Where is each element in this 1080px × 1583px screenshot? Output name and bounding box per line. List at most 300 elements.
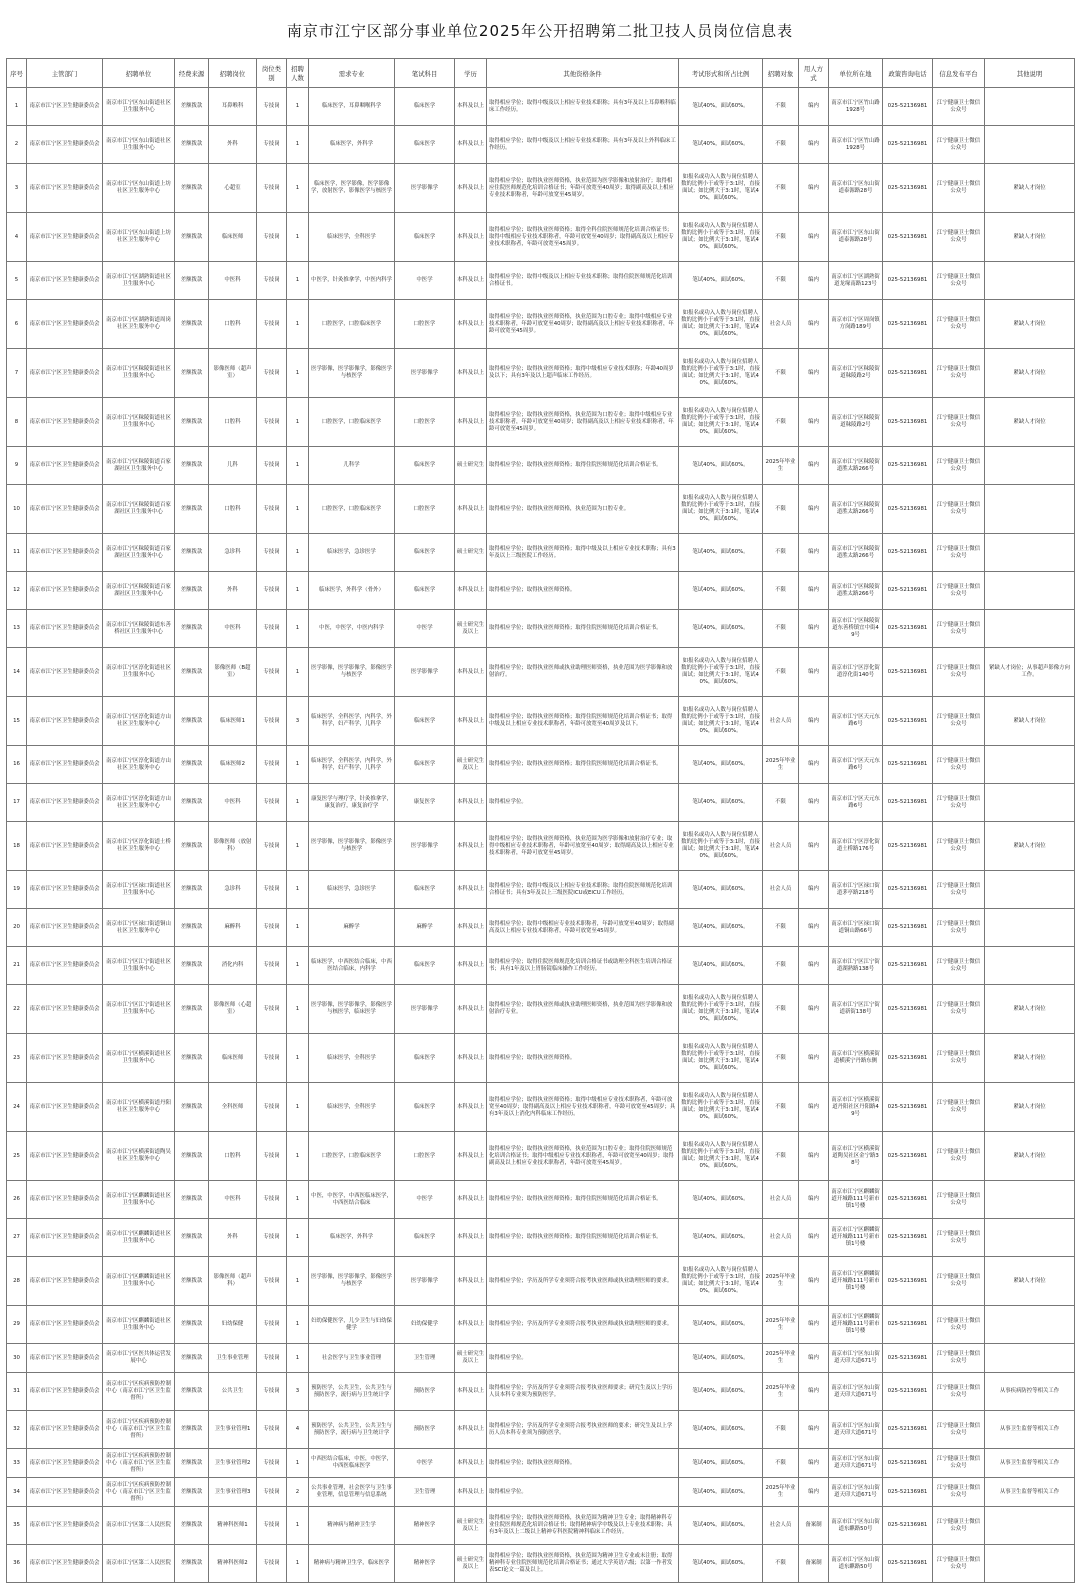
- cell-phone: 025-52136981: [883, 1034, 933, 1083]
- cell-location: 南京市江宁区江宁街道湖熟路138号: [829, 947, 883, 985]
- cell-major: 康复医学与理疗学，针灸推拿学，康复治疗，康复治疗学: [309, 784, 395, 822]
- table-row: [7, 985, 1075, 1034]
- cell-headcount: 2: [287, 1478, 309, 1507]
- header-headcount: 招聘人数: [287, 59, 309, 88]
- cell-headcount: 1: [287, 213, 309, 262]
- cell-other-requirements: 取得相应学位；取得执业医师资格。: [487, 1034, 679, 1083]
- cell-exam-format: 笔试40%，面试60%。: [679, 610, 763, 648]
- cell-target-group: 社会人员: [763, 871, 799, 909]
- cell-platform: 江宁健康卫士微信公众号: [933, 985, 985, 1034]
- cell-phone: 025-52136981: [883, 1344, 933, 1373]
- cell-location: 南京市江宁区东山街道天印大道671号: [829, 1478, 883, 1507]
- cell-platform: 江宁健康卫士微信公众号: [933, 262, 985, 300]
- table-row: [7, 485, 1075, 534]
- cell-funding: 差额拨款: [175, 610, 209, 648]
- cell-notes: [985, 947, 1075, 985]
- cell-notes: [985, 1306, 1075, 1344]
- cell-employment-type: 编内: [799, 1034, 829, 1083]
- cell-department: 南京市江宁区卫生健康委员会: [27, 398, 103, 447]
- cell-employment-type: 编内: [799, 398, 829, 447]
- cell-exam-subject: 精神医学: [395, 1545, 455, 1583]
- cell-headcount: 1: [287, 398, 309, 447]
- header-employment-type: 用人方式: [799, 59, 829, 88]
- cell-index: 18: [7, 822, 27, 871]
- table-row: [7, 1181, 1075, 1219]
- cell-department: 南京市江宁区卫生健康委员会: [27, 1083, 103, 1132]
- cell-employment-type: 编内: [799, 610, 829, 648]
- cell-position: 口腔科: [209, 1132, 257, 1181]
- cell-employer: 南京市江宁区淳化街道方山社区卫生服务中心: [103, 746, 175, 784]
- cell-funding: 差额拨款: [175, 1132, 209, 1181]
- cell-other-requirements: 取得相应学位；取得执业医师资格；取得中级相应专业技术职称者，年龄可放宽至40周岁；取得副高及以上相应专业技术职称者，年龄可放宽至45周岁；具有3年及以上消化内科临床工作经历。: [487, 1083, 679, 1132]
- cell-target-group: 2025年毕业生: [763, 1344, 799, 1373]
- cell-employer: 南京市江宁区横溪街道社区卫生服务中心: [103, 1034, 175, 1083]
- cell-department: 南京市江宁区卫生健康委员会: [27, 1257, 103, 1306]
- cell-education: 本科及以上: [455, 784, 487, 822]
- cell-notes: 紧缺人才岗位: [985, 1083, 1075, 1132]
- header-major: 需求专业: [309, 59, 395, 88]
- cell-other-requirements: 取得相应学位；学历及所学专业须符合报考执业医师或执业助理医师的要求。: [487, 1306, 679, 1344]
- cell-location: 南京市江宁区东山街道泰源路28号: [829, 213, 883, 262]
- cell-exam-format: 笔试40%，面试60%。: [679, 1306, 763, 1344]
- cell-platform: 江宁健康卫士微信公众号: [933, 1545, 985, 1583]
- table-row: [7, 447, 1075, 485]
- cell-exam-format: 如报名或功入人数与岗位招聘人数的比例小于或等于3:1时，直接面试；如比例大于3:1时，笔试40%，面试60%。: [679, 1257, 763, 1306]
- cell-other-requirements: 取得相应学位；取得执业医师资格，执业范围为精神卫生专业；取得精神科专业住院医师规范化培训合格证书；取得精神病学中级及以上专业技术职称；具有3年及以上二级以上精神专科医院精神科临床工作经历。: [487, 1507, 679, 1545]
- cell-exam-subject: 康复医学: [395, 784, 455, 822]
- cell-position-type: 专技岗: [257, 1132, 287, 1181]
- cell-department: 南京市江宁区卫生健康委员会: [27, 349, 103, 398]
- cell-headcount: 1: [287, 126, 309, 164]
- cell-employment-type: 编内: [799, 349, 829, 398]
- cell-other-requirements: 取得相应学位；取得执业医师资格；取得中级相应专业技术职称；年龄40周岁及以下；具有3年及以上超声临床工作经历。: [487, 349, 679, 398]
- cell-phone: 025-52136981: [883, 610, 933, 648]
- cell-other-requirements: 取得相应学位；取得执业医师资格，执业范围为口腔专业；取得中级相应专业技术职称者，年龄可放宽至40周岁；取得副高及以上相应专业技术职称者，年龄可放宽至45周岁。: [487, 398, 679, 447]
- cell-exam-format: 如报名或功入人数与岗位招聘人数的比例小于或等于3:1时，直接面试；如比例大于3:1时，笔试40%，面试60%。: [679, 822, 763, 871]
- cell-index: 8: [7, 398, 27, 447]
- cell-major: 临床医学，全科医学: [309, 1034, 395, 1083]
- cell-notes: 紧缺人才岗位: [985, 1132, 1075, 1181]
- cell-location: 南京市江宁区秣陵街道胜太路266号: [829, 572, 883, 610]
- cell-employment-type: 编内: [799, 784, 829, 822]
- cell-exam-subject: 预防医学: [395, 1373, 455, 1411]
- cell-department: 南京市江宁区卫生健康委员会: [27, 1132, 103, 1181]
- cell-exam-format: 笔试40%，面试60%。: [679, 447, 763, 485]
- cell-phone: 025-52136981: [883, 447, 933, 485]
- cell-employer: 南京市江宁区秣陵街道百家湖社区卫生服务中心: [103, 485, 175, 534]
- cell-target-group: 2025年毕业生: [763, 1478, 799, 1507]
- cell-other-requirements: 取得相应学位；取得执业医师资格；取得住院医师规范化培训合格证书。: [487, 610, 679, 648]
- cell-location: 南京市江宁区东山街道东麒路50号: [829, 1545, 883, 1583]
- cell-funding: 差额拨款: [175, 822, 209, 871]
- cell-index: 36: [7, 1545, 27, 1583]
- cell-major: 口腔医学，口腔临床医学: [309, 300, 395, 349]
- cell-position-type: 专技岗: [257, 88, 287, 126]
- cell-department: 南京市江宁区卫生健康委员会: [27, 164, 103, 213]
- cell-other-requirements: 取得相应学位；取得执业医师资格；取得住院医师规范化培训合格证书。: [487, 447, 679, 485]
- table-row: [7, 1132, 1075, 1181]
- cell-position: 卫生事业管理1: [209, 1411, 257, 1449]
- cell-education: 本科及以上: [455, 985, 487, 1034]
- cell-position-type: 专技岗: [257, 164, 287, 213]
- cell-major: 精神病与精神卫生学，临床医学: [309, 1545, 395, 1583]
- cell-funding: 差额拨款: [175, 485, 209, 534]
- header-platform: 信息发布平台: [933, 59, 985, 88]
- cell-index: 27: [7, 1219, 27, 1257]
- cell-exam-format: 如报名或功入人数与岗位招聘人数的比例小于或等于3:1时，直接面试；如比例大于3:1时，笔试40%，面试60%。: [679, 398, 763, 447]
- cell-position-type: 专技岗: [257, 784, 287, 822]
- cell-position: 口腔科: [209, 300, 257, 349]
- cell-position-type: 专技岗: [257, 746, 287, 784]
- cell-education: 本科及以上: [455, 1181, 487, 1219]
- cell-location: 南京市江宁区秣陵街道胜太路266号: [829, 485, 883, 534]
- cell-headcount: 1: [287, 262, 309, 300]
- cell-location: 南京市江宁区横溪街道丹阳社区丹阳路49号: [829, 1083, 883, 1132]
- cell-education: 本科及以上: [455, 1449, 487, 1478]
- cell-other-requirements: 取得相应学位；取得中级及以上相应专业技术职称；取得住院医师规范化培训合格证书。: [487, 262, 679, 300]
- cell-employment-type: 编内: [799, 262, 829, 300]
- cell-exam-format: 笔试40%，面试60%。: [679, 1344, 763, 1373]
- cell-funding: 差额拨款: [175, 1449, 209, 1478]
- cell-other-requirements: 取得相应学位。: [487, 784, 679, 822]
- cell-position: 精神科医师2: [209, 1545, 257, 1583]
- cell-education: 本科及以上: [455, 947, 487, 985]
- cell-index: 21: [7, 947, 27, 985]
- cell-education: 硕士研究生及以上: [455, 1344, 487, 1373]
- cell-headcount: 4: [287, 1411, 309, 1449]
- cell-position: 影像医师（心超室）: [209, 985, 257, 1034]
- cell-phone: 025-52136981: [883, 1181, 933, 1219]
- cell-phone: 025-52136981: [883, 1507, 933, 1545]
- cell-location: 南京市江宁区秣陵街道秣陵路2号: [829, 349, 883, 398]
- cell-employer: 南京市江宁区医共体运营发展中心: [103, 1344, 175, 1373]
- cell-notes: [985, 126, 1075, 164]
- cell-location: 南京市江宁区东山街道天印大道671号: [829, 1373, 883, 1411]
- cell-location: 南京市江宁区淳化街道淳化街140号: [829, 648, 883, 697]
- cell-major: 预防医学，公共卫生，公共卫生与预防医学，流行病与卫生统计学: [309, 1373, 395, 1411]
- cell-education: 硕士研究生及以上: [455, 1507, 487, 1545]
- cell-index: 25: [7, 1132, 27, 1181]
- cell-funding: 差额拨款: [175, 447, 209, 485]
- cell-major: 儿科学: [309, 447, 395, 485]
- cell-department: 南京市江宁区卫生健康委员会: [27, 1306, 103, 1344]
- cell-location: 南京市江宁区天元东路6号: [829, 746, 883, 784]
- cell-department: 南京市江宁区卫生健康委员会: [27, 909, 103, 947]
- cell-funding: 差额拨款: [175, 88, 209, 126]
- cell-headcount: 1: [287, 1449, 309, 1478]
- cell-phone: 025-52136981: [883, 1411, 933, 1449]
- cell-exam-format: 笔试40%，面试60%。: [679, 262, 763, 300]
- cell-headcount: 1: [287, 1507, 309, 1545]
- cell-department: 南京市江宁区卫生健康委员会: [27, 1181, 103, 1219]
- table-row: [7, 349, 1075, 398]
- cell-exam-format: 如报名或功入人数与岗位招聘人数的比例小于或等于3:1时，直接面试；如比例大于3:1时，笔试40%，面试60%。: [679, 164, 763, 213]
- cell-headcount: 1: [287, 349, 309, 398]
- cell-index: 13: [7, 610, 27, 648]
- cell-notes: 紧缺人才岗位: [985, 164, 1075, 213]
- cell-exam-subject: 医学影像学: [395, 1257, 455, 1306]
- cell-exam-format: 笔试40%，面试60%。: [679, 88, 763, 126]
- cell-index: 35: [7, 1507, 27, 1545]
- cell-exam-format: 笔试40%，面试60%。: [679, 1449, 763, 1478]
- cell-major: 医学影像，医学影像学，影像医学与核医学: [309, 1257, 395, 1306]
- cell-index: 7: [7, 349, 27, 398]
- cell-other-requirements: 取得相应学位；取得执业医师资格，执业范围为医学影像和放射治疗；取得相应住院医师规范化培训合格证书；年龄可放宽至40周岁；取得副高及以上相应专业技术职称者，年龄可放宽至45周岁。: [487, 164, 679, 213]
- cell-position-type: 专技岗: [257, 262, 287, 300]
- cell-platform: 江宁健康卫士微信公众号: [933, 1449, 985, 1478]
- cell-employer: 南京市江宁区东山街道上坊社区卫生服务中心: [103, 213, 175, 262]
- cell-position-type: 专技岗: [257, 822, 287, 871]
- cell-other-requirements: 取得相应学位。: [487, 1344, 679, 1373]
- cell-target-group: 不限: [763, 534, 799, 572]
- cell-employment-type: 编内: [799, 909, 829, 947]
- cell-other-requirements: 取得相应学位；取得执业医师资格，执业范围为医学影像和放射治疗专业；取得中级相应专业技术职称者，年龄可放宽至40周岁；取得副高及以上相应专业技术职称者，年龄可放宽至45周岁。: [487, 822, 679, 871]
- cell-department: 南京市江宁区卫生健康委员会: [27, 784, 103, 822]
- cell-phone: 025-52136981: [883, 1219, 933, 1257]
- cell-funding: 差额拨款: [175, 784, 209, 822]
- cell-notes: 紧缺人才岗位: [985, 1034, 1075, 1083]
- cell-funding: 差额拨款: [175, 1034, 209, 1083]
- cell-employer: 南京市江宁区东山街道社区卫生服务中心: [103, 88, 175, 126]
- cell-funding: 差额拨款: [175, 1545, 209, 1583]
- cell-major: 麻醉学: [309, 909, 395, 947]
- cell-target-group: 2025年毕业生: [763, 1306, 799, 1344]
- cell-notes: [985, 1507, 1075, 1545]
- cell-platform: 江宁健康卫士微信公众号: [933, 349, 985, 398]
- cell-platform: 江宁健康卫士微信公众号: [933, 485, 985, 534]
- table-row: [7, 909, 1075, 947]
- cell-funding: 差额拨款: [175, 126, 209, 164]
- cell-other-requirements: 取得相应学位；取得执业医师资格，执业范围为口腔专业。: [487, 485, 679, 534]
- cell-platform: 江宁健康卫士微信公众号: [933, 300, 985, 349]
- cell-location: 南京市江宁区东山街道天印大道671号: [829, 1344, 883, 1373]
- cell-headcount: 1: [287, 1219, 309, 1257]
- cell-position-type: 专技岗: [257, 648, 287, 697]
- table-row: [7, 262, 1075, 300]
- cell-employment-type: 编内: [799, 1181, 829, 1219]
- cell-platform: 江宁健康卫士微信公众号: [933, 1257, 985, 1306]
- cell-employment-type: 编内: [799, 1219, 829, 1257]
- cell-other-requirements: 取得相应学位；学历及所学专业须符合报考执业医师的要求；研究生及以上学历人员本科专业须为预防医学。: [487, 1411, 679, 1449]
- cell-index: 14: [7, 648, 27, 697]
- cell-target-group: 不限: [763, 610, 799, 648]
- cell-position-type: 专技岗: [257, 1306, 287, 1344]
- cell-employment-type: 编内: [799, 822, 829, 871]
- cell-phone: 025-52136981: [883, 909, 933, 947]
- cell-platform: 江宁健康卫士微信公众号: [933, 1478, 985, 1507]
- table-row: [7, 1411, 1075, 1449]
- cell-notes: [985, 572, 1075, 610]
- cell-position: 临床医师: [209, 213, 257, 262]
- cell-department: 南京市江宁区卫生健康委员会: [27, 1545, 103, 1583]
- table-row: [7, 1083, 1075, 1132]
- cell-index: 24: [7, 1083, 27, 1132]
- cell-employment-type: 编内: [799, 534, 829, 572]
- cell-other-requirements: 取得相应学位；取得执业医师资格；取得住院医师规范化培训合格证书。: [487, 746, 679, 784]
- cell-index: 12: [7, 572, 27, 610]
- cell-major: 临床医学，全科医学: [309, 213, 395, 262]
- table-row: [7, 784, 1075, 822]
- cell-position-type: 专技岗: [257, 213, 287, 262]
- cell-employer: 南京市江宁区秣陵街道社区卫生服务中心: [103, 398, 175, 447]
- cell-employer: 南京市江宁区麒麟街道社区卫生服务中心: [103, 1219, 175, 1257]
- header-exam-format: 考试形式和所占比例: [679, 59, 763, 88]
- cell-exam-subject: 医学影像学: [395, 648, 455, 697]
- cell-employer: 南京市江宁区疾病预防控制中心（南京市江宁区卫生监督所）: [103, 1411, 175, 1449]
- cell-funding: 差额拨款: [175, 1257, 209, 1306]
- cell-position: 外科: [209, 1219, 257, 1257]
- cell-major: 中医，中医学，中医内科学: [309, 610, 395, 648]
- cell-phone: 025-52136981: [883, 1373, 933, 1411]
- cell-education: 本科及以上: [455, 349, 487, 398]
- cell-target-group: 不限: [763, 909, 799, 947]
- cell-education: 硕士研究生: [455, 447, 487, 485]
- cell-position: 卫生事业管理: [209, 1344, 257, 1373]
- cell-employer: 南京市江宁区秣陵街道百家湖社区卫生服务中心: [103, 534, 175, 572]
- cell-headcount: 1: [287, 447, 309, 485]
- cell-position-type: 专技岗: [257, 1449, 287, 1478]
- cell-education: 本科及以上: [455, 1083, 487, 1132]
- cell-exam-format: 如报名或功入人数与岗位招聘人数的比例小于或等于3:1时，直接面试；如比例大于3:1时，笔试40%，面试60%。: [679, 1034, 763, 1083]
- cell-exam-subject: 临床医学: [395, 1034, 455, 1083]
- cell-education: 本科及以上: [455, 1411, 487, 1449]
- cell-notes: [985, 746, 1075, 784]
- cell-platform: 江宁健康卫士微信公众号: [933, 871, 985, 909]
- cell-platform: 江宁健康卫士微信公众号: [933, 1507, 985, 1545]
- cell-other-requirements: 取得相应学位；取得执业医师资格，执业范围为口腔专业；取得住院医师规范化培训合格证书；取得中级相应专业技术职称者，年龄可放宽至40周岁；取得副高及以上相应专业技术职称者，年龄可放宽至45周岁。: [487, 1132, 679, 1181]
- cell-location: 南京市江宁区东山街道天印大道671号: [829, 1449, 883, 1478]
- cell-major: 临床医学，外科学: [309, 126, 395, 164]
- cell-education: 本科及以上: [455, 822, 487, 871]
- header-education: 学历: [455, 59, 487, 88]
- cell-position-type: 专技岗: [257, 349, 287, 398]
- cell-index: 9: [7, 447, 27, 485]
- cell-index: 23: [7, 1034, 27, 1083]
- cell-platform: 江宁健康卫士微信公众号: [933, 746, 985, 784]
- cell-education: 本科及以上: [455, 1034, 487, 1083]
- cell-major: 预防医学，公共卫生，公共卫生与预防医学，流行病与卫生统计学: [309, 1411, 395, 1449]
- cell-platform: 江宁健康卫士微信公众号: [933, 784, 985, 822]
- cell-exam-format: 笔试40%，面试60%。: [679, 1219, 763, 1257]
- cell-employer: 南京市江宁区禄口街道铜山社区卫生服务中心: [103, 909, 175, 947]
- cell-exam-format: 如报名或功入人数与岗位招聘人数的比例小于或等于3:1时，直接面试；如比例大于3:1时，笔试40%，面试60%。: [679, 213, 763, 262]
- header-row: [7, 59, 1075, 88]
- cell-major: 医学影像，医学影像学，影像医学与核医学，临床医学: [309, 985, 395, 1034]
- cell-funding: 差额拨款: [175, 947, 209, 985]
- cell-position: 中医科: [209, 610, 257, 648]
- cell-other-requirements: 取得相应学位；取得执业医师资格；取得中级及以上相应专业技术职称；具有3年及以上三级医院工作经历。: [487, 534, 679, 572]
- cell-major: 社会医学与卫生事业管理: [309, 1344, 395, 1373]
- header-exam-subject: 笔试科目: [395, 59, 455, 88]
- cell-employer: 南京市江宁区东山街道上坊社区卫生服务中心: [103, 164, 175, 213]
- cell-exam-subject: 中医学: [395, 1181, 455, 1219]
- cell-position-type: 专技岗: [257, 1411, 287, 1449]
- cell-exam-format: 笔试40%，面试60%。: [679, 1478, 763, 1507]
- cell-headcount: 1: [287, 648, 309, 697]
- cell-position-type: 专技岗: [257, 534, 287, 572]
- cell-target-group: 不限: [763, 985, 799, 1034]
- cell-employment-type: 编内: [799, 126, 829, 164]
- cell-funding: 差额拨款: [175, 572, 209, 610]
- cell-funding: 差额拨款: [175, 1411, 209, 1449]
- cell-exam-subject: 中医学: [395, 610, 455, 648]
- cell-position-type: 专技岗: [257, 1034, 287, 1083]
- cell-major: 临床医学，急诊医学: [309, 534, 395, 572]
- cell-employer: 南京市江宁区淳化街道社区卫生服务中心: [103, 648, 175, 697]
- cell-headcount: 1: [287, 1083, 309, 1132]
- header-target-group: 招聘对象: [763, 59, 799, 88]
- cell-exam-subject: 临床医学: [395, 1083, 455, 1132]
- cell-education: 本科及以上: [455, 871, 487, 909]
- cell-notes: [985, 485, 1075, 534]
- cell-phone: 025-52136981: [883, 485, 933, 534]
- table-row: [7, 1449, 1075, 1478]
- cell-phone: 025-52136981: [883, 1306, 933, 1344]
- cell-education: 本科及以上: [455, 164, 487, 213]
- cell-employment-type: 编内: [799, 572, 829, 610]
- cell-index: 22: [7, 985, 27, 1034]
- cell-platform: 江宁健康卫士微信公众号: [933, 534, 985, 572]
- cell-employment-type: 编内: [799, 164, 829, 213]
- cell-employer: 南京市江宁区麒麟街道社区卫生服务中心: [103, 1306, 175, 1344]
- cell-position: 影像医师（B超室）: [209, 648, 257, 697]
- cell-employment-type: 编内: [799, 213, 829, 262]
- cell-notes: [985, 534, 1075, 572]
- cell-notes: 紧缺人才岗位: [985, 1257, 1075, 1306]
- cell-employer: 南京市江宁区淳化街道土桥社区卫生服务中心: [103, 822, 175, 871]
- cell-target-group: 不限: [763, 1083, 799, 1132]
- cell-platform: 江宁健康卫士微信公众号: [933, 697, 985, 746]
- cell-department: 南京市江宁区卫生健康委员会: [27, 88, 103, 126]
- cell-location: 南京市江宁区江宁街道新街138号: [829, 985, 883, 1034]
- cell-exam-subject: 临床医学: [395, 534, 455, 572]
- cell-platform: 江宁健康卫士微信公众号: [933, 126, 985, 164]
- cell-exam-subject: 临床医学: [395, 88, 455, 126]
- cell-funding: 差额拨款: [175, 534, 209, 572]
- cell-employer: 南京市江宁区淳化街道方山社区卫生服务中心: [103, 697, 175, 746]
- cell-funding: 差额拨款: [175, 300, 209, 349]
- cell-employment-type: 编内: [799, 300, 829, 349]
- table-row: [7, 126, 1075, 164]
- cell-location: 南京市江宁区横溪街道陶吴社区金宁路38号: [829, 1132, 883, 1181]
- cell-other-requirements: 取得相应学位；取得执业医师资格；取得住院医师规范化培训合格证书。: [487, 1219, 679, 1257]
- cell-education: 硕士研究生: [455, 534, 487, 572]
- cell-exam-subject: 卫生管理: [395, 1344, 455, 1373]
- cell-headcount: 1: [287, 871, 309, 909]
- table-row: [7, 610, 1075, 648]
- cell-education: 本科及以上: [455, 1478, 487, 1507]
- cell-position-type: 专技岗: [257, 871, 287, 909]
- cell-position-type: 专技岗: [257, 1507, 287, 1545]
- cell-notes: 紧缺人才岗位: [985, 300, 1075, 349]
- cell-major: 临床医学，中西医结合临床，中西医结合临床，内科学: [309, 947, 395, 985]
- cell-exam-format: 笔试40%，面试60%。: [679, 1181, 763, 1219]
- cell-education: 本科及以上: [455, 1132, 487, 1181]
- cell-major: 口腔医学，口腔临床医学: [309, 485, 395, 534]
- cell-position-type: 专技岗: [257, 1545, 287, 1583]
- cell-exam-format: 笔试40%，面试60%。: [679, 1373, 763, 1411]
- cell-employment-type: 编内: [799, 871, 829, 909]
- cell-location: 南京市江宁区麒麟街道开城路111号新市镇1号楼: [829, 1181, 883, 1219]
- cell-headcount: 1: [287, 947, 309, 985]
- cell-employment-type: 编内: [799, 1083, 829, 1132]
- cell-education: 本科及以上: [455, 1373, 487, 1411]
- cell-exam-subject: 临床医学: [395, 447, 455, 485]
- cell-target-group: 社会人员: [763, 1507, 799, 1545]
- cell-location: 南京市江宁区东山街道东麒路50号: [829, 1507, 883, 1545]
- cell-platform: 江宁健康卫士微信公众号: [933, 398, 985, 447]
- cell-exam-format: 如报名或功入人数与岗位招聘人数的比例小于或等于3:1时，直接面试；如比例大于3:1时，笔试40%，面试60%。: [679, 697, 763, 746]
